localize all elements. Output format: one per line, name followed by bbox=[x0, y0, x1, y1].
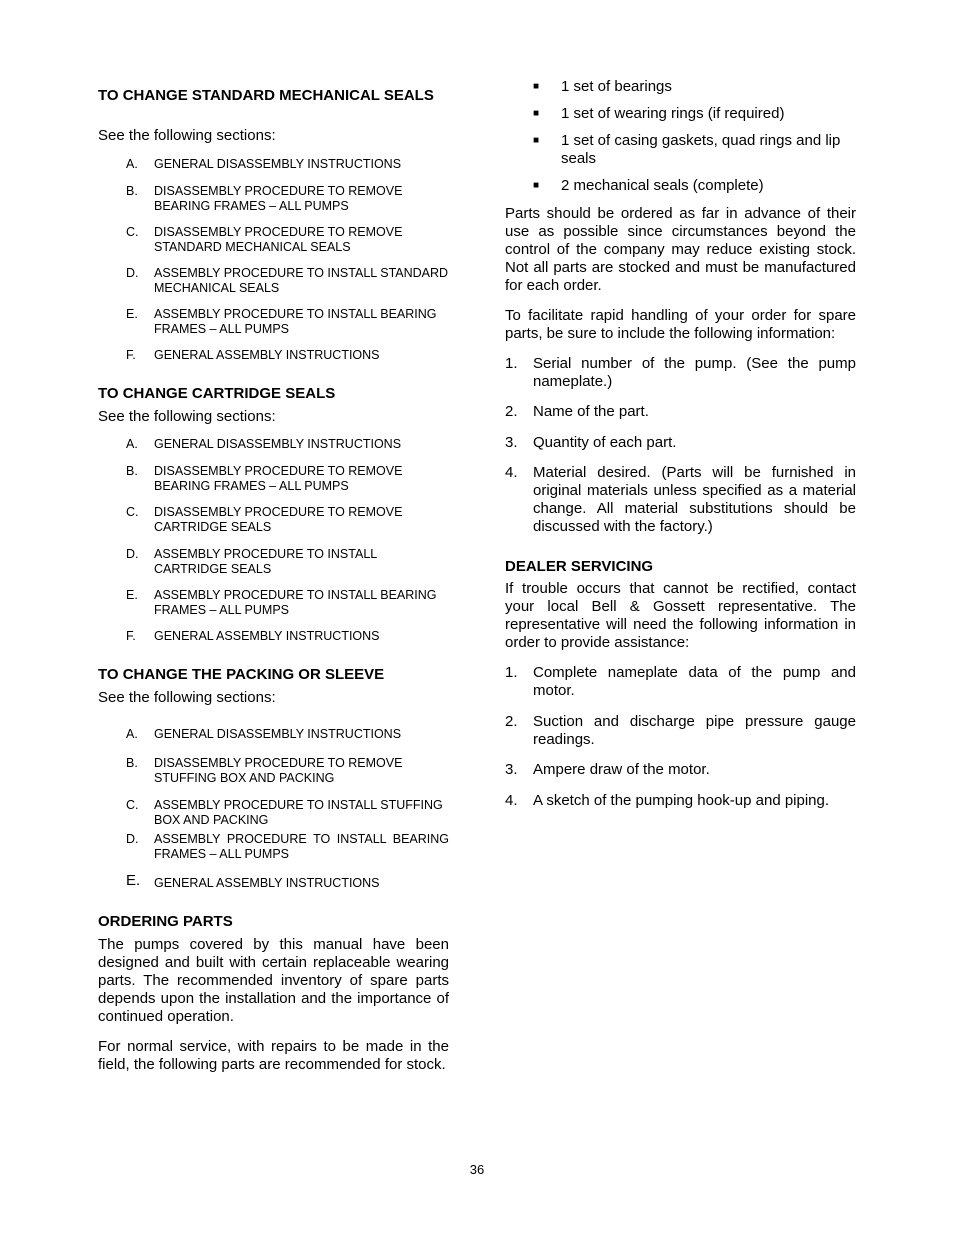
cartridge-intro: See the following sections: bbox=[98, 408, 276, 425]
square-bullet-icon: ■ bbox=[533, 135, 540, 146]
cartridge-item-e: E. ASSEMBLY PROCEDURE TO INSTALL BEARING FRAMES – ALL PUMPS bbox=[126, 588, 437, 617]
dealer-heading: DEALER SERVICING bbox=[505, 558, 654, 575]
packing-item-d: D. ASSEMBLY PROCEDURE TO INSTALL BEARING FRAMES – ALL PUMPS bbox=[126, 832, 449, 861]
mech-seals-item-c: C. DISASSEMBLY PROCEDURE TO REMOVE STANDARD MECHANICAL SEALS bbox=[126, 225, 403, 254]
packing-item-e: E. GENERAL ASSEMBLY INSTRUCTIONS bbox=[126, 872, 380, 890]
dealer-info-item: 4. A sketch of the pumping hook-up and piping. bbox=[505, 792, 830, 809]
facilitate-paragraph: To facilitate rapid handling of your order for spare parts, be sure to include the following information: bbox=[505, 307, 856, 342]
ordering-heading: ORDERING PARTS bbox=[98, 913, 233, 930]
square-bullet-icon: ■ bbox=[533, 81, 540, 92]
stock-bullet-item: ■ 2 mechanical seals (complete) bbox=[533, 177, 764, 194]
mech-seals-item-b: B. DISASSEMBLY PROCEDURE TO REMOVE BEARING FRAMES – ALL PUMPS bbox=[126, 184, 403, 213]
packing-heading: TO CHANGE THE PACKING OR SLEEVE bbox=[98, 666, 385, 683]
dealer-info-item: 3. Ampere draw of the motor. bbox=[505, 761, 710, 778]
mech-seals-item-f: F. GENERAL ASSEMBLY INSTRUCTIONS bbox=[126, 348, 380, 362]
order-advance-paragraph: Parts should be ordered as far in advance of their use as possible since circumstances beyond the control of the company may reduce existing stock. Not all parts are stocked and must be manufactured for each order. bbox=[505, 205, 856, 294]
order-info-item: 2. Name of the part. bbox=[505, 403, 649, 420]
dealer-paragraph: If trouble occurs that cannot be rectified, contact your local Bell & Gossett representative. The representative will need the following information in order to provide assistance: bbox=[505, 580, 856, 651]
page-number: 36 bbox=[469, 1162, 485, 1177]
order-info-item: 3. Quantity of each part. bbox=[505, 434, 677, 451]
mech-seals-item-a: A. GENERAL DISASSEMBLY INSTRUCTIONS bbox=[126, 157, 402, 171]
dealer-info-item: 2. Suction and discharge pipe pressure gauge readings. bbox=[505, 713, 856, 748]
stock-bullet-item: ■ 1 set of bearings bbox=[533, 78, 672, 95]
square-bullet-icon: ■ bbox=[533, 108, 540, 119]
stock-bullet-item: ■ 1 set of casing gaskets, quad rings and lip seals bbox=[533, 132, 841, 167]
cartridge-item-c: C. DISASSEMBLY PROCEDURE TO REMOVE CARTRIDGE SEALS bbox=[126, 505, 403, 534]
stock-bullet-item: ■ 1 set of wearing rings (if required) bbox=[533, 105, 785, 122]
order-info-item: 4. Material desired. (Parts will be furnished in original materials unless specified as a material change. All material substitutions should be discussed with the factory.) bbox=[505, 464, 856, 535]
ordering-paragraph-2: For normal service, with repairs to be made in the field, the following parts are recommended for stock. bbox=[98, 1038, 449, 1073]
square-bullet-icon: ■ bbox=[533, 180, 540, 191]
mech-seals-item-d: D. ASSEMBLY PROCEDURE TO INSTALL STANDARD MECHANICAL SEALS bbox=[126, 266, 449, 295]
packing-item-b: B. DISASSEMBLY PROCEDURE TO REMOVE STUFFING BOX AND PACKING bbox=[126, 756, 403, 785]
cartridge-item-a: A. GENERAL DISASSEMBLY INSTRUCTIONS bbox=[126, 437, 402, 451]
packing-intro: See the following sections: bbox=[98, 689, 276, 706]
dealer-info-item: 1. Complete nameplate data of the pump and motor. bbox=[505, 664, 856, 699]
ordering-paragraph-1: The pumps covered by this manual have been designed and built with certain replaceable wearing parts. The recommended inventory of spare parts depends upon the installation and the importance of continued operation. bbox=[98, 936, 449, 1025]
cartridge-item-d: D. ASSEMBLY PROCEDURE TO INSTALL CARTRIDGE SEALS bbox=[126, 547, 377, 576]
mech-seals-heading: TO CHANGE STANDARD MECHANICAL SEALS bbox=[98, 87, 434, 104]
packing-item-a: A. GENERAL DISASSEMBLY INSTRUCTIONS bbox=[126, 727, 402, 741]
order-info-item: 1. Serial number of the pump. (See the pump nameplate.) bbox=[505, 355, 856, 390]
mech-seals-item-e: E. ASSEMBLY PROCEDURE TO INSTALL BEARING FRAMES – ALL PUMPS bbox=[126, 307, 437, 336]
mech-seals-intro: See the following sections: bbox=[98, 127, 276, 144]
cartridge-item-b: B. DISASSEMBLY PROCEDURE TO REMOVE BEARING FRAMES – ALL PUMPS bbox=[126, 464, 403, 493]
packing-item-c: C. ASSEMBLY PROCEDURE TO INSTALL STUFFING BOX AND PACKING bbox=[126, 798, 443, 827]
cartridge-heading: TO CHANGE CARTRIDGE SEALS bbox=[98, 385, 336, 402]
cartridge-item-f: F. GENERAL ASSEMBLY INSTRUCTIONS bbox=[126, 629, 380, 643]
